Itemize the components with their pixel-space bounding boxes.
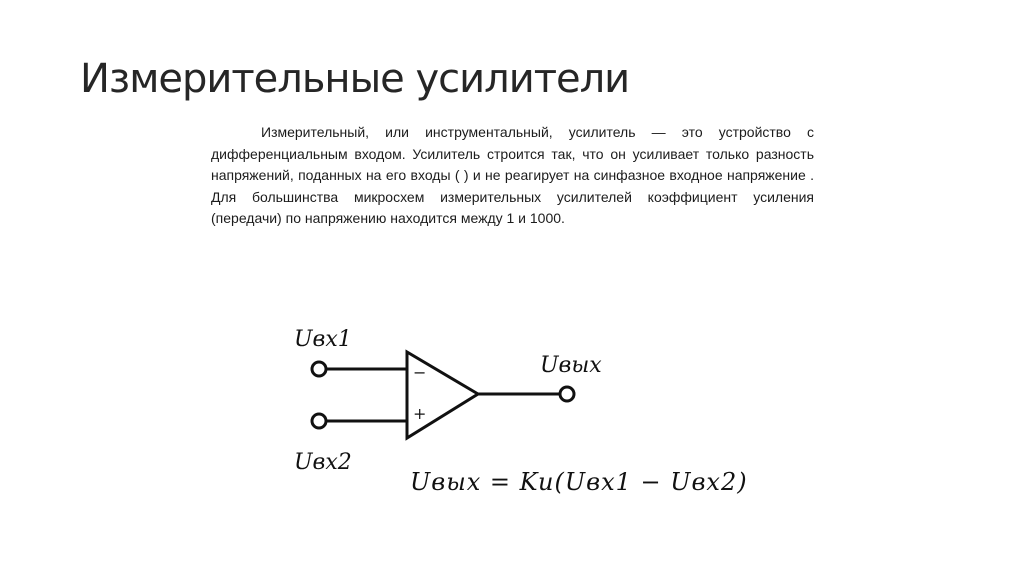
- instrumentation-amplifier-diagram: [270, 310, 810, 540]
- input1-terminal: [312, 362, 326, 376]
- input1-label: Uвх1: [294, 327, 352, 352]
- minus-sign: −: [413, 363, 427, 382]
- input2-label: Uвх2: [294, 450, 352, 475]
- plus-sign: +: [413, 404, 427, 423]
- input2-terminal: [312, 414, 326, 428]
- body-paragraph: Измерительный, или инструментальный, усилитель — это устройство с дифференциальным входом. Усилитель строится так, что он усиливает только разность напряжений, поданных на его входы ( ) и не реагирует на синфазное входное напряжение . Для большинства микросхем измерительных усилителей коэффициент усиления (передачи) по напряжению находится между 1 и 1000.: [211, 124, 814, 227]
- slide-title: Измерительные усилители: [80, 56, 630, 102]
- output-terminal: [560, 387, 574, 401]
- output-label: Uвых: [540, 353, 602, 378]
- gain-formula: Uвых = Ku(Uвх1 − Uвх2): [410, 468, 748, 496]
